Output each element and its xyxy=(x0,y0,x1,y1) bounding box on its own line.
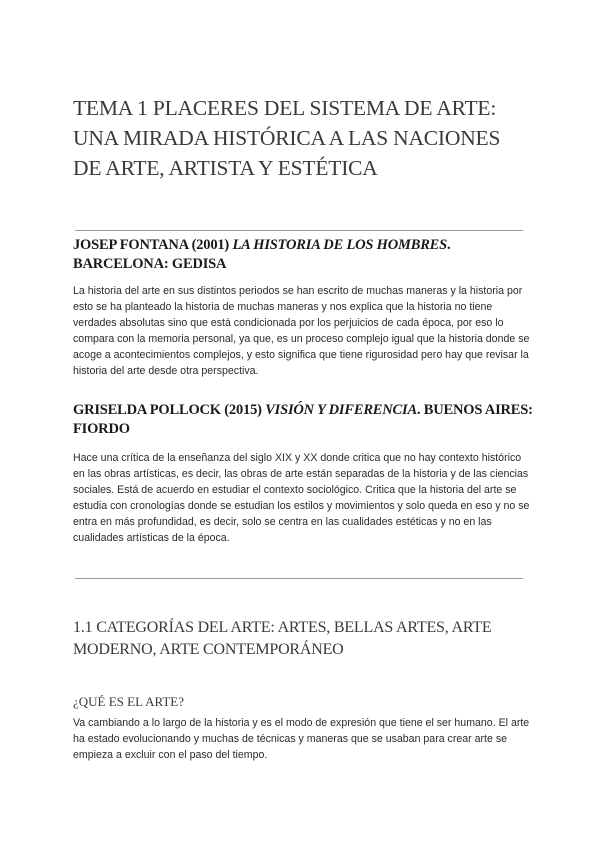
reference-heading xyxy=(73,401,533,439)
section-heading: 1.1 CATEGORÍAS DEL ARTE: ARTES, BELLAS ARTES, ARTE MODERNO, ARTE CONTEMPORÁNEO xyxy=(73,619,492,658)
reference-summary: Hace una crítica de la enseñanza del siglo XIX y XX donde critica que no hay contexto histórico en las obras artísticas, es decir, las obras de arte están separadas de la historia y de las ciencias sociales. Está de acuerdo en estudiar el contexto sociológico. Critica que la historia del arte se estudia con cronologías donde se estudian los estilos y movimientos y solo queda en eso y no se entra en más profundidad, es decir, solo se centra en las cualidades estéticas y no en las cualidades artísticas de la época. xyxy=(73,452,530,544)
reference-author: GRISELDA POLLOCK (2015) xyxy=(73,402,266,418)
reference-publisher: . BUENOS AIRES: FIORDO xyxy=(73,402,533,437)
reference-work-title: VISIÓN Y DIFERENCIA xyxy=(265,402,417,418)
reference-summary: La historia del arte en sus distintos periodos se han escrito de muchas maneras y la historia por esto se ha planteado la historia de muchas maneras y nos explica que la historia no tiene verdades absolutas sino que está condicionada por los perjuicios de cada época, por eso lo compara con la memoria personal, ya que, es un proceso complejo igual que la historia donde se acoge a acontecimientos complejos, y esto significa que tiene rigurosidad pero hay que revisar la historia del arte desde otra perspectiva. xyxy=(73,285,530,377)
section-paragraph: Va cambiando a lo largo de la historia y es el modo de expresión que tiene el ser humano. El arte ha estado evolucionando y muchas de técnicas y maneras que se usaban para crear arte se empieza a excluir con el paso del tiempo. xyxy=(73,717,530,761)
document-title: TEMA 1 PLACERES DEL SISTEMA DE ARTE: UNA MIRADA HISTÓRICA A LAS NACIONES DE ARTE, ARTISTA Y ESTÉTICA xyxy=(73,96,501,180)
reference-author: JOSEP FONTANA (2001) xyxy=(73,237,233,253)
divider xyxy=(75,230,523,231)
reference-publisher: . BARCELONA: GEDISA xyxy=(73,237,451,272)
reference-heading xyxy=(73,236,533,274)
section-subheading: ¿QUÉ ES EL ARTE? xyxy=(73,694,185,709)
divider xyxy=(75,578,523,579)
reference-work-title: LA HISTORIA DE LOS HOMBRES xyxy=(232,237,448,253)
